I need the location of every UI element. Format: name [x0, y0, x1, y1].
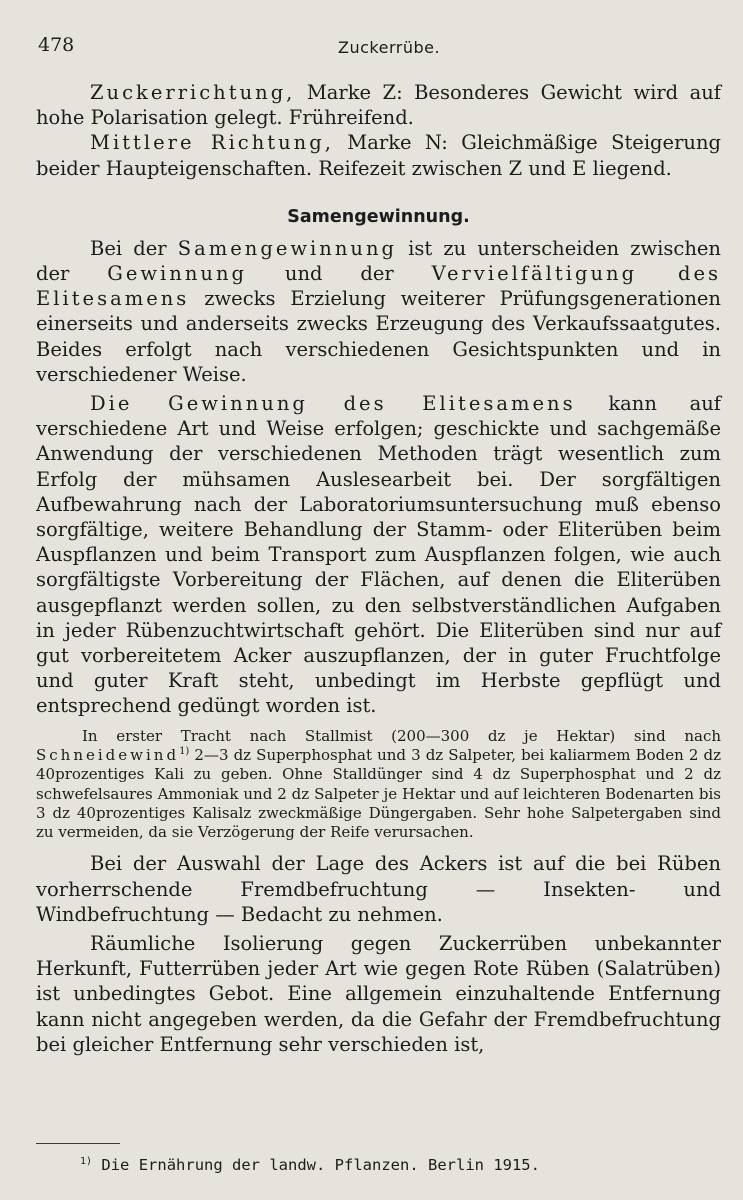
paragraph-text: In erster Tracht nach Stallmist (200—300 dz je Hektar) sind nach: [82, 726, 721, 745]
paragraph-text: ist zu unterscheiden zwischen der: [36, 236, 721, 286]
paragraph-raeumliche-isolierung: [36, 931, 721, 1057]
paragraph-mittlere-richtung: [36, 130, 721, 180]
paragraph-zuckerrichtung: [36, 80, 721, 130]
page-body: [36, 80, 721, 1057]
spaced-term: Samengewinnung: [177, 236, 398, 260]
smallprint-fertilizer-note: [36, 727, 721, 843]
paragraph-samengewinnung: [36, 236, 721, 387]
paragraph-text: Bei der: [90, 236, 178, 260]
paragraph-text: zwecks Erzielung weiterer Prüfungsgenerationen einerseits und anderseits zwecks Erzeugung des Verkaufssaatgutes. Beides erfolgt nach verschiedenen Gesichtspunkten und in verschiedener Weise.: [36, 287, 721, 386]
spaced-term: Vervielfältigung des Elitesamens: [36, 262, 722, 311]
running-head: Zuckerrübe.: [338, 38, 441, 57]
page-number: 478: [38, 34, 75, 56]
spaced-term: Zuckerrichtung,: [90, 81, 296, 104]
page-header: [38, 34, 721, 64]
spaced-term: Gewinnung: [107, 262, 248, 286]
paragraph-text: kann auf verschiedene Art und Weise erfolgen; geschickte und sachgemäße Anwendung der verschiedenen Methoden trägt wesentlich zum Erfolg der mühsamen Auslesearbeit bei. Der sorgfältigen Aufbewahrung nach der Laboratoriumsuntersuchung muß ebenso sorgfältige, weitere Behandlung der Stamm- oder Eliterüben beim Auspflanzen und beim Transport zum Auspflanzen folgen, wie auch sorgfältigste Vorbereitung der Flächen, auf denen die Eliterüben ausgepflanzt werden sollen, zu den selbstverständlichen Aufgaben in jeder Rübenzuchtwirtschaft gehört. Die Eliterüben sind nur auf gut vorbereitetem Acker auszupflanzen, der in guter Fruchtfolge und guter Kraft steht, unbedingt im Herbste gepflügt und entsprechend gedüngt worden ist.: [36, 392, 721, 718]
paragraph-text: Marke Z: Besonderes Gewicht wird auf hohe Polarisation gelegt. Frühreifend.: [36, 81, 721, 130]
spaced-term: Die Gewinnung des Elitesamens: [90, 392, 576, 416]
paragraph-text: Bei der Auswahl der Lage des Ackers ist auf die bei Rüben vorherrschende Fremdbefruchtung — Insekten- und Windbefruchtung — Bedacht zu nehmen.: [36, 852, 721, 926]
paragraph-text: Marke N: Gleichmäßige Steigerung beider Haupteigenschaften. Reifezeit zwischen Z und E liegend.: [36, 131, 721, 180]
footnote: [80, 1156, 540, 1174]
footnote-divider: [36, 1143, 120, 1144]
spaced-term: Schneidewind: [36, 745, 180, 764]
paragraph-text: Räumliche Isolierung gegen Zuckerrüben unbekannter Herkunft, Futterrüben jeder Art wie gegen Rote Rüben (Salatrüben) ist unbedingtes Gebot. Eine allgemein einzuhaltende Entfernung kann nicht angegeben werden, da die Gefahr der Fremdbefruchtung bei gleicher Entfernung sehr verschieden ist,: [36, 932, 721, 1056]
footnote-reference: 1): [179, 745, 190, 757]
paragraph-text: und der: [247, 262, 432, 286]
footnote-text: Die Ernährung der landw. Pflanzen. Berlin 1915.: [92, 1156, 540, 1174]
footnote-marker: 1): [80, 1155, 93, 1167]
section-heading: Samengewinnung.: [287, 206, 470, 227]
spaced-term: Mittlere Richtung,: [90, 131, 334, 155]
paragraph-text: 2—3 dz Superphosphat und 3 dz Salpeter, bei kaliarmem Boden 2 dz 40prozentiges Kali zu geben. Ohne Stalldünger sind 4 dz Superphosphat und 2 dz schwefelsaures Ammoniak und 2 dz Salpeter je Hektar und auf leichteren Bodenarten bis 3 dz 40prozentiges Kalisalz zweckmäßige Düngergaben. Sehr hohe Salpetergaben sind zu vermeiden, da sie Verzögerung der Reife verursachen.: [36, 745, 721, 842]
paragraph-gewinnung-elitesamen: [36, 391, 721, 719]
paragraph-auswahl-lage: [36, 851, 721, 927]
smallprint-paragraph: [36, 727, 721, 843]
